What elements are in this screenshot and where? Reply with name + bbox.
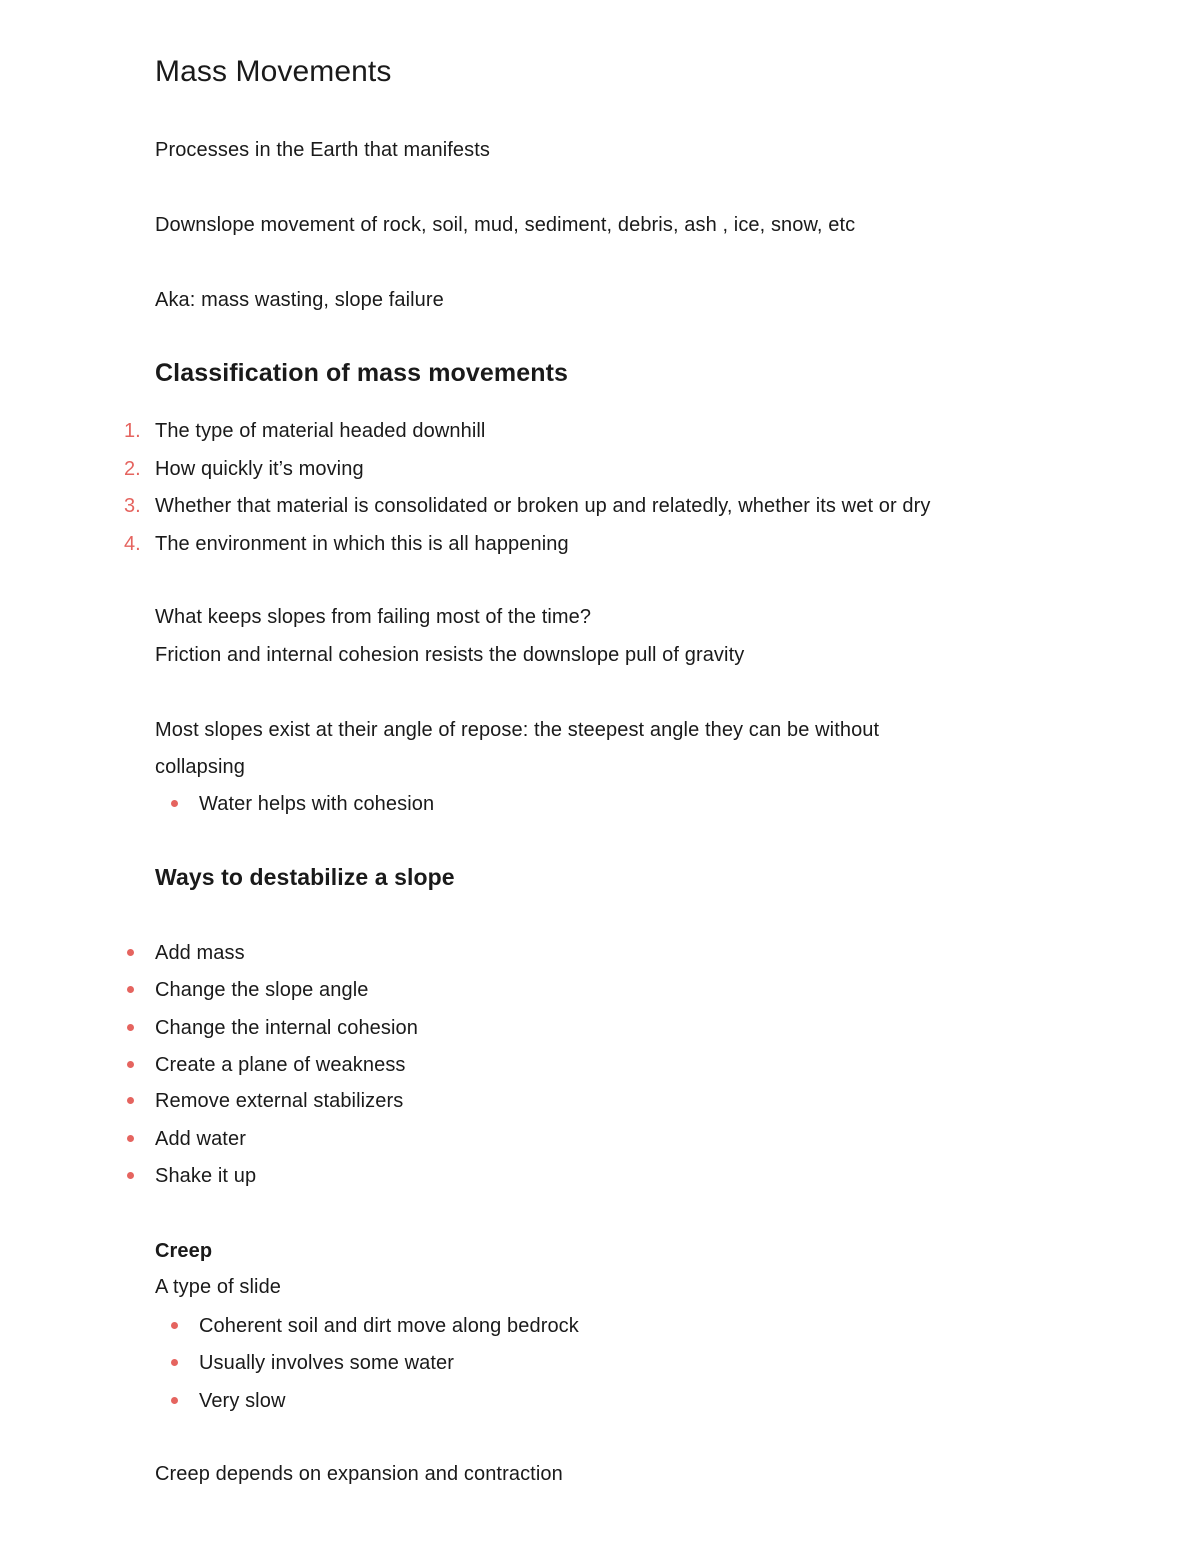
list-number: 3. bbox=[124, 495, 141, 517]
list-item: Change the internal cohesion bbox=[155, 1017, 418, 1039]
list-number: 4. bbox=[124, 533, 141, 555]
intro-line-3: Aka: mass wasting, slope failure bbox=[155, 289, 444, 311]
repose-line-1: Most slopes exist at their angle of repose: the steepest angle they can be without bbox=[155, 719, 880, 741]
repose-line-2: collapsing bbox=[155, 756, 245, 778]
list-item: How quickly it’s moving bbox=[155, 458, 364, 480]
list-item: The type of material headed downhill bbox=[155, 420, 486, 442]
list-item: Add mass bbox=[155, 942, 245, 964]
list-item: Very slow bbox=[199, 1390, 286, 1412]
bullet-icon bbox=[127, 1135, 134, 1142]
bullet-icon bbox=[171, 1322, 178, 1329]
destabilize-heading: Ways to destabilize a slope bbox=[155, 864, 455, 890]
list-item: The environment in which this is all happening bbox=[155, 533, 569, 555]
list-item: Usually involves some water bbox=[199, 1352, 455, 1374]
bullet-icon bbox=[171, 1397, 178, 1404]
list-item: Coherent soil and dirt move along bedrock bbox=[199, 1315, 579, 1337]
creep-description: A type of slide bbox=[155, 1276, 282, 1298]
bullet-icon bbox=[127, 1172, 134, 1179]
page-title: Mass Movements bbox=[155, 55, 392, 88]
bullet-icon bbox=[171, 1359, 178, 1366]
bullet-icon bbox=[171, 800, 178, 807]
failing-answer: Friction and internal cohesion resists the downslope pull of gravity bbox=[155, 644, 745, 666]
list-item: Whether that material is consolidated or broken up and relatedly, whether its wet or dry bbox=[155, 495, 931, 517]
classification-heading: Classification of mass movements bbox=[155, 359, 569, 387]
bullet-icon bbox=[127, 949, 134, 956]
bullet-icon bbox=[127, 1061, 134, 1068]
bullet-icon bbox=[127, 986, 134, 993]
intro-line-1: Processes in the Earth that manifests bbox=[155, 139, 490, 161]
creep-footer: Creep depends on expansion and contraction bbox=[155, 1463, 563, 1485]
list-item: Water helps with cohesion bbox=[199, 793, 435, 815]
bullet-icon bbox=[127, 1097, 134, 1104]
list-item: Change the slope angle bbox=[155, 979, 369, 1001]
list-number: 1. bbox=[124, 420, 141, 442]
list-item: Add water bbox=[155, 1128, 246, 1150]
intro-line-2: Downslope movement of rock, soil, mud, sediment, debris, ash , ice, snow, etc bbox=[155, 214, 856, 236]
bullet-icon bbox=[127, 1024, 134, 1031]
failing-question: What keeps slopes from failing most of the time? bbox=[155, 606, 592, 628]
creep-heading: Creep bbox=[155, 1240, 213, 1262]
list-item: Create a plane of weakness bbox=[155, 1054, 406, 1076]
list-item: Shake it up bbox=[155, 1165, 257, 1187]
list-item: Remove external stabilizers bbox=[155, 1090, 404, 1112]
list-number: 2. bbox=[124, 458, 141, 480]
